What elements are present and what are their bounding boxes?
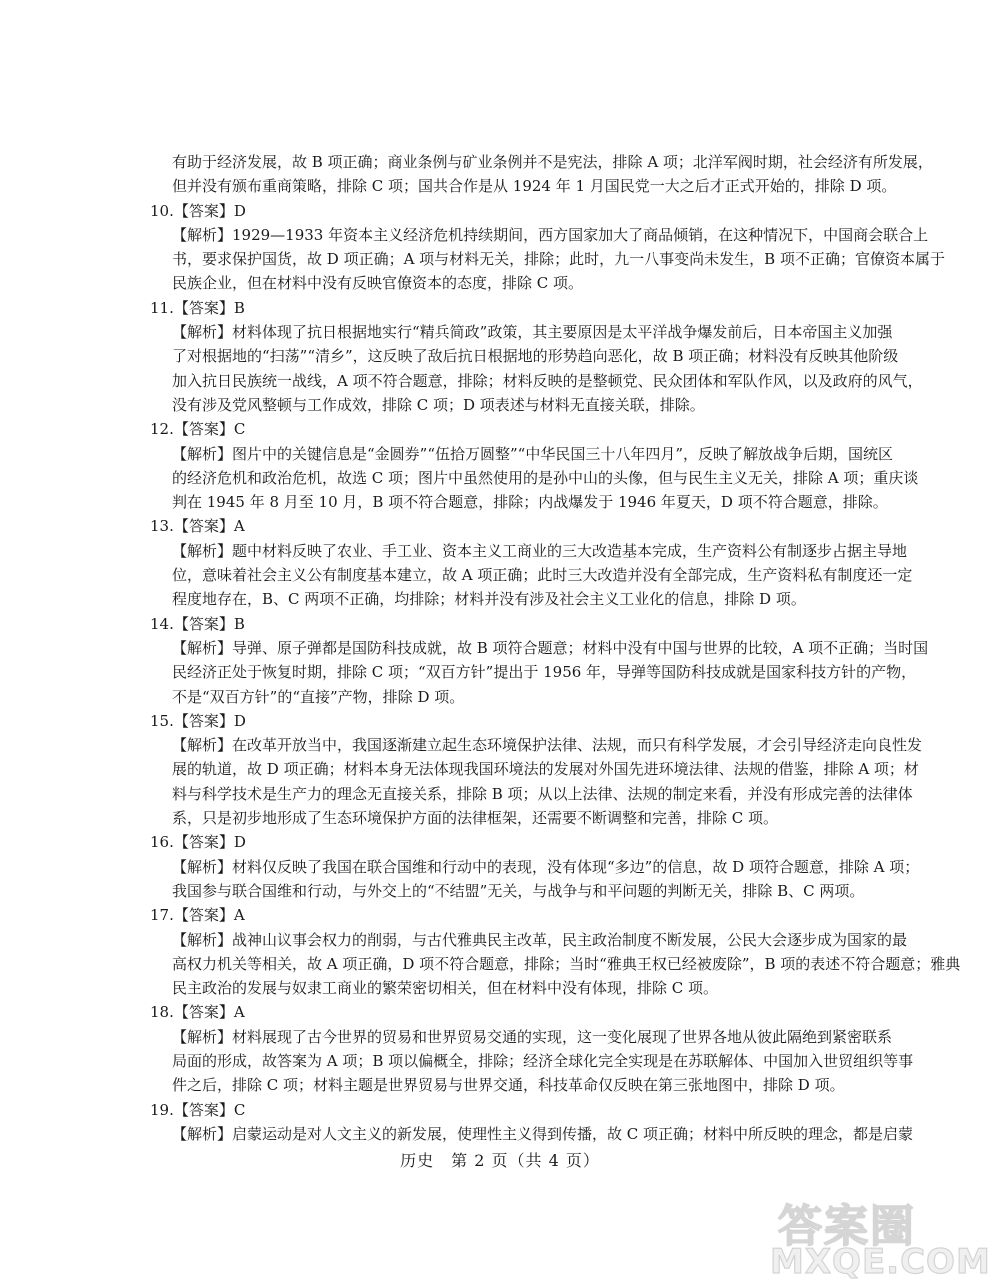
explanation-line: 【解析】材料仅反映了我国在联合国维和行动中的表现，没有体现“多边”的信息，故 D 项符合题意，排除 A 项；	[172, 857, 920, 876]
answer-heading: 14.【答案】B	[150, 614, 245, 633]
explanation-line: 【解析】导弹、原子弹都是国防科技成就，故 B 项符合题意；材料中没有中国与世界的比较，A 项不正确；当时国	[172, 638, 929, 657]
answer-heading: 19.【答案】C	[150, 1100, 246, 1119]
explanation-line: 【解析】在改革开放当中，我国逐渐建立起生态环境保护法律、法规，而只有科学发展，才会引导经济走向良性发	[172, 736, 923, 755]
explanation-line: 【解析】战神山议事会权力的削弱，与古代雅典民主改革，民主政治制度不断发展，公民大会逐步成为国家的最	[172, 930, 908, 949]
answer-heading: 17.【答案】A	[150, 906, 245, 925]
explanation-line: 【解析】图片中的关键信息是“金圆券”“伍拾万圆整”“中华民国三十八年四月”，反映了解放战争后期，国统区	[172, 444, 894, 463]
answer-heading: 16.【答案】D	[150, 833, 246, 852]
explanation-line: 加入抗日民族统一战线，A 项不符合题意，排除；材料反映的是整顿党、民众团体和军队作风，以及政府的风气，	[172, 371, 923, 390]
explanation-line: 料与科学技术是生产力的理念无直接关系，排除 B 项；从以上法律、法规的制定来看，并没有形成完善的法律体	[172, 784, 913, 803]
answer-heading: 18.【答案】A	[150, 1003, 245, 1022]
explanation-line: 程度地存在，B、C 两项不正确，均排除；材料并没有涉及社会主义工业化的信息，排除 D 项。	[172, 590, 806, 609]
watermark-en-text: MXQE.COM	[770, 1242, 991, 1282]
answer-heading: 13.【答案】A	[150, 517, 245, 536]
watermark-logo	[760, 1190, 995, 1285]
watermark-cn-text: 答案圈	[778, 1201, 916, 1252]
explanation-line: 【解析】题中材料反映了农业、手工业、资本主义工商业的三大改造基本完成，生产资料公有制逐步占据主导地	[172, 541, 908, 560]
explanation-line: 没有涉及党风整顿与工作成效，排除 C 项；D 项表述与材料无直接关联，排除。	[172, 395, 705, 414]
explanation-line: 高权力机关等相关，故 A 项正确，D 项不符合题意，排除；当时“雅典王权已经被废除”，B 项的表述不符合题意；雅典	[172, 954, 961, 973]
explanation-line: 有助于经济发展，故 B 项正确；商业条例与矿业条例并不是宪法，排除 A 项；北洋军阀时期，社会经济有所发展，	[172, 153, 933, 171]
explanation-line: 【解析】启蒙运动是对人文主义的新发展，使理性主义得到传播，故 C 项正确；材料中所反映的理念，都是启蒙	[172, 1124, 914, 1143]
explanation-line: 了对根据地的“扫荡”“清乡”，这反映了敌后抗日根据地的形势趋向恶化，故 B 项正确；材料没有反映其他阶级	[172, 347, 899, 366]
explanation-line: 书，要求保护国货，故 D 项正确；A 项与材料无关，排除；此时，九一八事变尚未发生，B 项不正确；官僚资本属于	[172, 250, 945, 269]
explanation-line: 民经济正处于恢复时期，排除 C 项；“双百方针”提出于 1956 年，导弹等国防科技成就是国家科技方针的产物，	[172, 663, 917, 682]
explanation-line: 局面的形成，故答案为 A 项；B 项以偏概全，排除；经济全球化完全实现是在苏联解体、中国加入世贸组织等事	[172, 1051, 914, 1070]
explanation-line: 但并没有颁布重商策略，排除 C 项；国共合作是从 1924 年 1 月国民党一大之后才正式开始的，排除 D 项。	[172, 177, 897, 196]
explanation-line: 的经济危机和政治危机，故选 C 项；图片中虽然使用的是孙中山的头像，但与民生主义无关，排除 A 项；重庆谈	[172, 468, 919, 487]
explanation-line: 【解析】材料展现了古今世界的贸易和世界贸易交通的实现，这一变化展现了世界各地从彼此隔绝到紧密联系	[172, 1027, 893, 1046]
explanation-line: 判在 1945 年 8 月至 10 月，B 项不符合题意，排除；内战爆发于 1946 年夏天，D 项不符合题意，排除。	[172, 493, 888, 512]
explanation-line: 【解析】1929—1933 年资本主义经济危机持续期间，西方国家加大了商品倾销，在这种情况下，中国商会联合上	[172, 225, 929, 244]
explanation-line: 系，只是初步地形成了生态环境保护方面的法律框架，还需要不断调整和完善，排除 C 项。	[172, 809, 779, 828]
explanation-line: 不是“双百方针”的“直接”产物，排除 D 项。	[172, 687, 465, 706]
answer-heading: 12.【答案】C	[150, 420, 246, 439]
explanation-line: 民族企业，但在材料中没有反映官僚资本的态度，排除 C 项。	[172, 274, 584, 293]
explanation-line: 件之后，排除 C 项；材料主题是世界贸易与世界交通，科技革命仅反映在第三张地图中，排除 D 项。	[172, 1076, 845, 1095]
answer-explanation-text	[150, 150, 961, 1146]
explanation-line: 我国参与联合国维和行动，与外交上的“不结盟”无关，与战争与和平问题的判断无关，排除 B、C 两项。	[172, 881, 865, 900]
answer-heading: 15.【答案】D	[150, 711, 246, 730]
explanation-line: 位，意味着社会主义公有制度基本建立，故 A 项正确；此时三大改造并没有全部完成，生产资料私有制度还一定	[172, 566, 913, 585]
answer-heading: 11.【答案】B	[150, 298, 245, 317]
explanation-line: 【解析】材料体现了抗日根据地实行“精兵简政”政策，其主要原因是太平洋战争爆发前后，日本帝国主义加强	[172, 323, 893, 342]
explanation-line: 展的轨道，故 D 项正确；材料本身无法体现我国环境法的发展对外国先进环境法律、法规的借鉴，排除 A 项；材	[172, 760, 919, 779]
page-footer: 历史 第 2 页（共 4 页）	[400, 1151, 600, 1170]
explanation-line: 民主政治的发展与奴隶工商业的繁荣密切相关，但在材料中没有体现，排除 C 项。	[172, 979, 719, 998]
answer-heading: 10.【答案】D	[150, 201, 246, 220]
